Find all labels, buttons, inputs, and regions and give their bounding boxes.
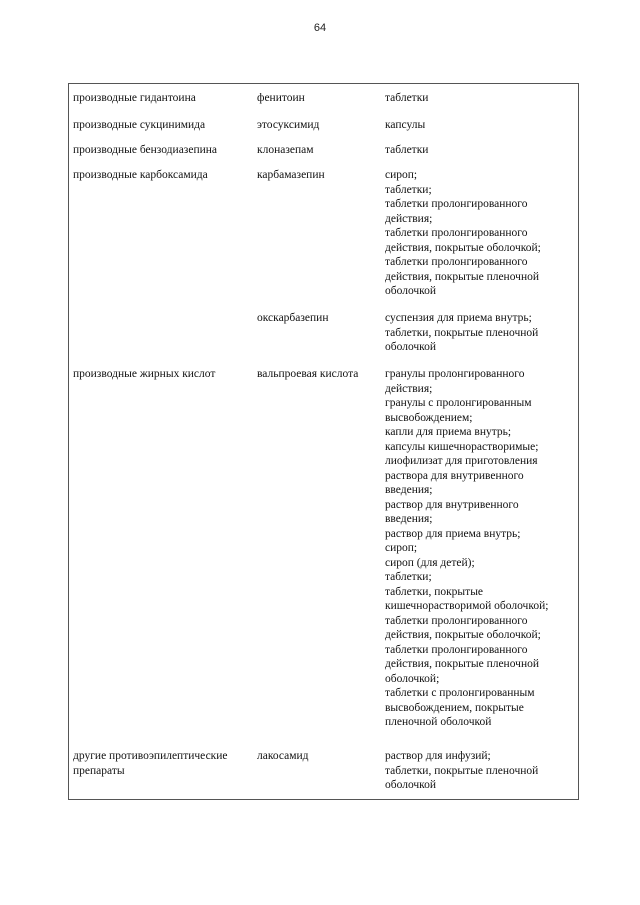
drug-name-cell: лакосамид [257, 750, 309, 762]
dosage-form-line: таблетки пролонгированного [385, 643, 528, 656]
dosage-form-line: оболочкой; [385, 672, 440, 685]
dosage-form-list [385, 311, 573, 355]
dosage-form-line: пленочной оболочкой [385, 716, 492, 728]
dosage-form-line: таблетки пролонгированного [385, 256, 528, 268]
dosage-form-line: кишечнорастворимой оболочкой; [385, 600, 549, 612]
drug-name-cell: этосуксимид [257, 119, 320, 131]
dosage-form-line: введения; [385, 484, 433, 496]
page-number: 64 [313, 22, 327, 34]
dosage-form-cell [385, 168, 573, 311]
dosage-form-line: сироп (для детей); [385, 556, 475, 569]
dosage-form-cell [385, 749, 573, 793]
dosage-form-list [385, 91, 573, 106]
dosage-form-list [385, 118, 573, 133]
dosage-form-line: раствор для внутривенного [385, 498, 519, 511]
pharmacological-group-cell: производные жирных кислот [73, 368, 216, 380]
dosage-form-line: таблетки; [385, 571, 432, 583]
dosage-form-line: таблетки пролонгированного [385, 198, 528, 210]
dosage-form-line: оболочкой [385, 285, 437, 297]
table-row [73, 168, 573, 311]
dosage-form-line: таблетки, покрытые [385, 585, 484, 598]
drug-name-cell: окскарбазепин [257, 312, 329, 324]
pharmacological-group-cell [73, 311, 257, 367]
drug-name-cell: клоназепам [257, 144, 314, 156]
dosage-form-list [385, 367, 573, 730]
dosage-form-line: оболочкой [385, 779, 437, 791]
pharmacological-group-cell: производные сукцинимида [73, 119, 206, 131]
dosage-form-cell [385, 91, 573, 118]
pharmacological-group-cell [73, 749, 257, 793]
dosage-form-cell [385, 367, 573, 749]
drug-table-frame [68, 83, 579, 800]
dosage-form-line: лиофилизат для приготовления [385, 455, 538, 467]
dosage-form-line: высвобождением, покрытые [385, 701, 524, 714]
dosage-form-line: суспензия для приема внутрь; [385, 312, 532, 324]
dosage-form-list [385, 143, 573, 158]
pharmacological-group-line: препараты [73, 764, 125, 777]
dosage-form-line: таблетки с пролонгированным [385, 687, 535, 699]
dosage-form-line: таблетки пролонгированного [385, 227, 528, 239]
dosage-form-line: действия; [385, 382, 433, 395]
dosage-form-line: капли для приема внутрь; [385, 426, 512, 438]
pharmacological-group-cell: производные гидантоина [73, 92, 196, 104]
dosage-form-line: действия, покрытые пленочной [385, 658, 540, 670]
dosage-form-line: таблетки [385, 92, 429, 104]
dosage-form-cell [385, 118, 573, 143]
dosage-form-line: действия, покрытые пленочной [385, 270, 540, 283]
dosage-form-line: гранулы пролонгированного [385, 368, 525, 380]
dosage-form-line: раствора для внутривенного [385, 469, 524, 482]
dosage-form-line: таблетки; [385, 183, 432, 196]
pharmacological-group-line: другие противоэпилептические [73, 750, 228, 762]
dosage-form-line: высвобождением; [385, 411, 473, 424]
drug-name-cell: фенитоин [257, 92, 305, 104]
table-row [73, 367, 573, 749]
dosage-form-line: введения; [385, 513, 433, 525]
dosage-form-line: таблетки, покрытые пленочной [385, 326, 539, 339]
drug-table [73, 91, 573, 793]
dosage-form-line: капсулы [385, 119, 426, 131]
dosage-form-line: раствор для инфузий; [385, 750, 491, 762]
pharmacological-group-cell: производные карбоксамида [73, 169, 208, 181]
dosage-form-line: капсулы кишечнорастворимые; [385, 440, 539, 453]
dosage-form-list [385, 749, 573, 793]
dosage-form-line: раствор для приема внутрь; [385, 527, 521, 540]
dosage-form-line: сироп; [385, 169, 418, 181]
dosage-form-list [385, 168, 573, 299]
table-row [73, 118, 573, 143]
drug-name-cell: карбамазепин [257, 169, 325, 181]
table-row [73, 749, 573, 793]
dosage-form-line: действия; [385, 212, 433, 225]
dosage-form-line: гранулы с пролонгированным [385, 397, 532, 409]
table-row [73, 143, 573, 168]
table-row [73, 91, 573, 118]
dosage-form-line: действия, покрытые оболочкой; [385, 629, 541, 641]
dosage-form-line: таблетки, покрытые пленочной [385, 764, 539, 777]
drug-name-cell: вальпроевая кислота [257, 368, 359, 380]
dosage-form-line: таблетки пролонгированного [385, 614, 528, 627]
pharmacological-group-cell: производные бензодиазепина [73, 144, 218, 156]
dosage-form-cell [385, 143, 573, 168]
dosage-form-cell [385, 311, 573, 367]
table-row [73, 311, 573, 367]
dosage-form-line: оболочкой [385, 341, 437, 353]
dosage-form-line: таблетки [385, 144, 429, 156]
dosage-form-line: сироп; [385, 542, 418, 554]
dosage-form-line: действия, покрытые оболочкой; [385, 241, 541, 254]
